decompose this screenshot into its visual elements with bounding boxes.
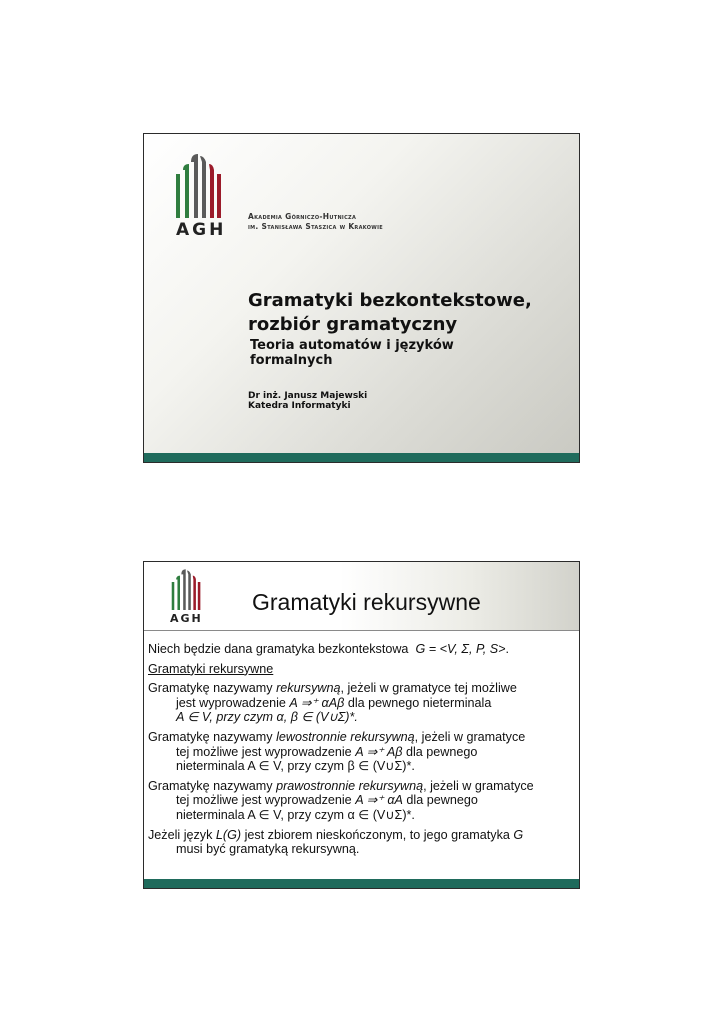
grammar-formula: G = <V, Σ, P, S> [415, 642, 506, 656]
agh-logo-small-icon [170, 568, 204, 610]
content-slide [143, 561, 580, 889]
slide-title: Gramatyki rekursywne [252, 589, 481, 615]
infinite-language-statement [148, 828, 580, 857]
def-text: , jeżeli w gramatyce [423, 778, 534, 793]
def-text: Gramatykę nazywamy [148, 681, 277, 696]
author-block [248, 391, 367, 411]
header-divider [144, 630, 579, 631]
agh-logo-small [170, 568, 204, 630]
stmt-formula: L(G) [215, 827, 242, 842]
def-formula: A ⇒⁺ αA [355, 793, 403, 808]
def-text: dla pewnego [402, 744, 478, 759]
def-text: dla pewnego [402, 793, 478, 808]
title-slide [143, 133, 580, 463]
logo-text: AGH [176, 220, 227, 240]
def-term: rekursywną [276, 681, 341, 696]
recursive-definition [148, 681, 580, 725]
institution-line1: Akademia Górniczo-Hutnicza [248, 212, 357, 221]
def-text: , jeżeli w gramatyce [414, 729, 526, 744]
def-term: prawostronnie rekursywną [276, 778, 424, 793]
subtitle-line2: formalnych [250, 353, 333, 368]
title-line1: Gramatyki bezkontekstowe, [248, 290, 532, 311]
intro-text: Niech będzie dana gramatyka bezkontekstowa [148, 642, 409, 656]
left-recursive-definition [148, 730, 580, 774]
def-text: tej możliwe jest wyprowadzenie [176, 744, 356, 759]
intro-end: . [505, 642, 509, 656]
def-text: jest wyprowadzenie [176, 695, 290, 710]
slide-body [148, 642, 580, 862]
def-condition: nieterminala A ∈ V, przy czym α ∈ (V∪Σ)*. [176, 807, 415, 822]
def-condition: A ∈ V, przy czym α, β ∈ (V∪Σ)*. [176, 710, 358, 725]
def-formula: A ⇒⁺ Aβ [355, 744, 403, 759]
slide-title [248, 289, 568, 337]
stmt-text: musi być gramatyką rekursywną. [176, 842, 360, 857]
def-formula: A ⇒⁺ αAβ [289, 695, 345, 710]
section-heading: Gramatyki rekursywne [148, 661, 274, 676]
def-term: lewostronnie rekursywną [276, 729, 415, 744]
institution-line2: im. Stanisława Staszica w Krakowie [248, 222, 383, 231]
stmt-text: Jeżeli język [148, 827, 216, 842]
def-text: , jeżeli w gramatyce tej możliwe [340, 681, 517, 696]
title-line2: rozbiór gramatyczny [248, 314, 458, 335]
agh-logo [174, 152, 226, 242]
author-department: Katedra Informatyki [248, 401, 351, 411]
def-text: tej możliwe jest wyprowadzenie [176, 793, 356, 808]
stmt-text: jest zbiorem nieskończonym, to jego gramatyka [241, 827, 514, 842]
intro-paragraph [148, 642, 580, 657]
agh-logo-icon [174, 152, 226, 218]
subtitle-line1: Teoria automatów i języków [250, 338, 454, 353]
def-text: Gramatykę nazywamy [148, 778, 277, 793]
slide-bottom-bar [144, 879, 579, 888]
stmt-formula: G [513, 827, 524, 842]
institution-name [248, 212, 383, 232]
slide-bottom-bar [144, 453, 579, 462]
def-condition: nieterminala A ∈ V, przy czym β ∈ (V∪Σ)*. [176, 759, 415, 774]
slide-subtitle [250, 338, 550, 368]
def-text: Gramatykę nazywamy [148, 729, 277, 744]
def-text: dla pewnego nieterminala [344, 695, 492, 710]
logo-text-small: AGH [170, 612, 203, 625]
right-recursive-definition [148, 779, 580, 823]
author-name: Dr inż. Janusz Majewski [248, 391, 368, 401]
